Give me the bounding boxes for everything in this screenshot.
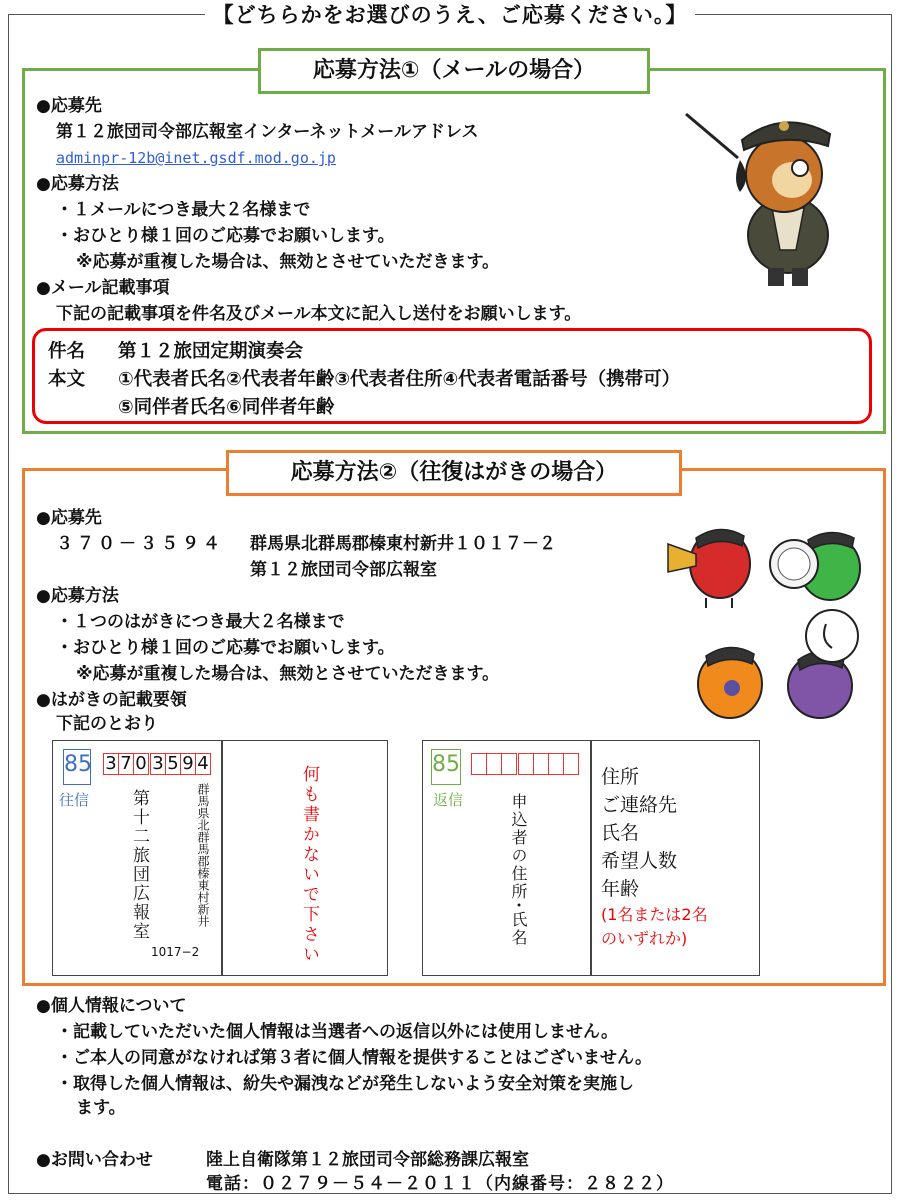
email-link[interactable]: adminpr-12b@inet.gsdf.mod.go.jp: [56, 149, 336, 167]
age-note-1: (1名または2名: [601, 905, 708, 924]
m1-method-item: ・１メールにつき最大２名様まで: [56, 200, 311, 220]
privacy-item: ・記載していただいた個人情報は当選者への返信以外には使用しません。: [56, 1022, 619, 1042]
privacy-item: ・ご本人の同意がなければ第３者に個人情報を提供することはございません。: [56, 1048, 653, 1068]
privacy-heading: ●個人情報について: [36, 996, 187, 1016]
m2-method-note: ※応募が重複した場合は、無効とさせていただきます。: [76, 664, 500, 684]
m1-entry-text: 下記の記載事項を件名及びメール本文に記入し送付をお願いします。: [56, 304, 582, 324]
body-line-1: ①代表者氏名②代表者年齢③代表者住所④代表者電話番号（携帯可）: [118, 369, 681, 390]
m1-method-heading: ●応募方法: [36, 174, 119, 194]
contact-org: 陸上自衛隊第１２旅団司令部総務課広報室: [206, 1150, 529, 1170]
band-mascots-icon: [660, 516, 870, 722]
conductor-mascot-icon: [680, 100, 876, 290]
body-line-2: ⑤同伴者氏名⑥同伴者年齢: [118, 397, 335, 418]
recipient-name: 第十二旅団広報室: [129, 789, 149, 941]
recipient-address: 群馬県北群馬郡榛東村新井: [196, 783, 210, 927]
privacy-item: ・取得した個人情報は、紛失や漏洩などが発生しないよう安全対策を実施し: [56, 1074, 634, 1094]
field-address: 住所: [601, 766, 640, 788]
subject-value: 第１２旅団定期演奏会: [118, 341, 304, 362]
subject-label: 件名: [48, 341, 86, 362]
contact-phone: 電話：０２７９－５４－２０１１（内線番号：２８２２）: [206, 1174, 674, 1194]
m1-entry-heading: ●メール記載事項: [36, 278, 170, 298]
field-contact: ご連絡先: [601, 794, 678, 816]
return-label: 返信: [433, 791, 464, 809]
m2-method-heading: ●応募方法: [36, 586, 119, 606]
m1-dest-heading: ●応募先: [36, 96, 102, 116]
office-name: 第１２旅団司令部広報室: [250, 560, 437, 580]
method1-title: 応募方法①（メールの場合）: [258, 48, 650, 94]
age-note-2: のいずれか): [601, 929, 688, 948]
outgoing-zip: 3 7 0 3 5 9 4: [103, 753, 210, 775]
field-count: 希望人数: [601, 850, 678, 872]
address: 群馬県北群馬郡榛東村新井１０１７－２: [250, 534, 556, 554]
page-title: 【どちらかをお選びのうえ、ご応募ください。】: [0, 0, 900, 30]
body-label: 本文: [48, 369, 86, 390]
return-fields: [601, 763, 708, 951]
postcard-return: [422, 740, 760, 976]
card-heading: ●はがきの記載要領: [36, 690, 187, 710]
m2-method-item: ・おひとり様１回のご応募でお願いします。: [56, 638, 395, 658]
stamp-return: 85: [431, 749, 461, 785]
sender-note: 申込者の住所･氏名: [509, 793, 528, 948]
m2-method-item: ・１つのはがきにつき最大２名様まで: [56, 612, 345, 632]
return-zip-boxes: [471, 753, 578, 775]
m1-dest-text: 第１２旅団司令部広報室インターネットメールアドレス: [56, 122, 479, 142]
card-sub: 下記のとおり: [56, 714, 158, 734]
privacy-item-cont: ます。: [76, 1098, 126, 1118]
outgoing-label: 往信: [59, 791, 90, 809]
postcard-outgoing: [52, 740, 388, 976]
m1-method-note: ※応募が重複した場合は、無効とさせていただきます。: [76, 252, 500, 272]
method2-title: 応募方法②（往復はがきの場合）: [226, 450, 682, 496]
stamp-outgoing: 85: [63, 749, 91, 785]
blank-note: 何も書かないで下さい: [299, 765, 319, 965]
field-name: 氏名: [601, 822, 640, 844]
contact-label: ●お問い合わせ: [36, 1150, 153, 1170]
recipient-address-number: 1017−2: [151, 945, 200, 959]
m1-method-item: ・おひとり様１回のご応募でお願いします。: [56, 226, 395, 246]
postal-code: ３７０－３５９４: [56, 534, 224, 554]
m2-dest-heading: ●応募先: [36, 508, 102, 528]
field-age: 年齢: [601, 878, 640, 900]
